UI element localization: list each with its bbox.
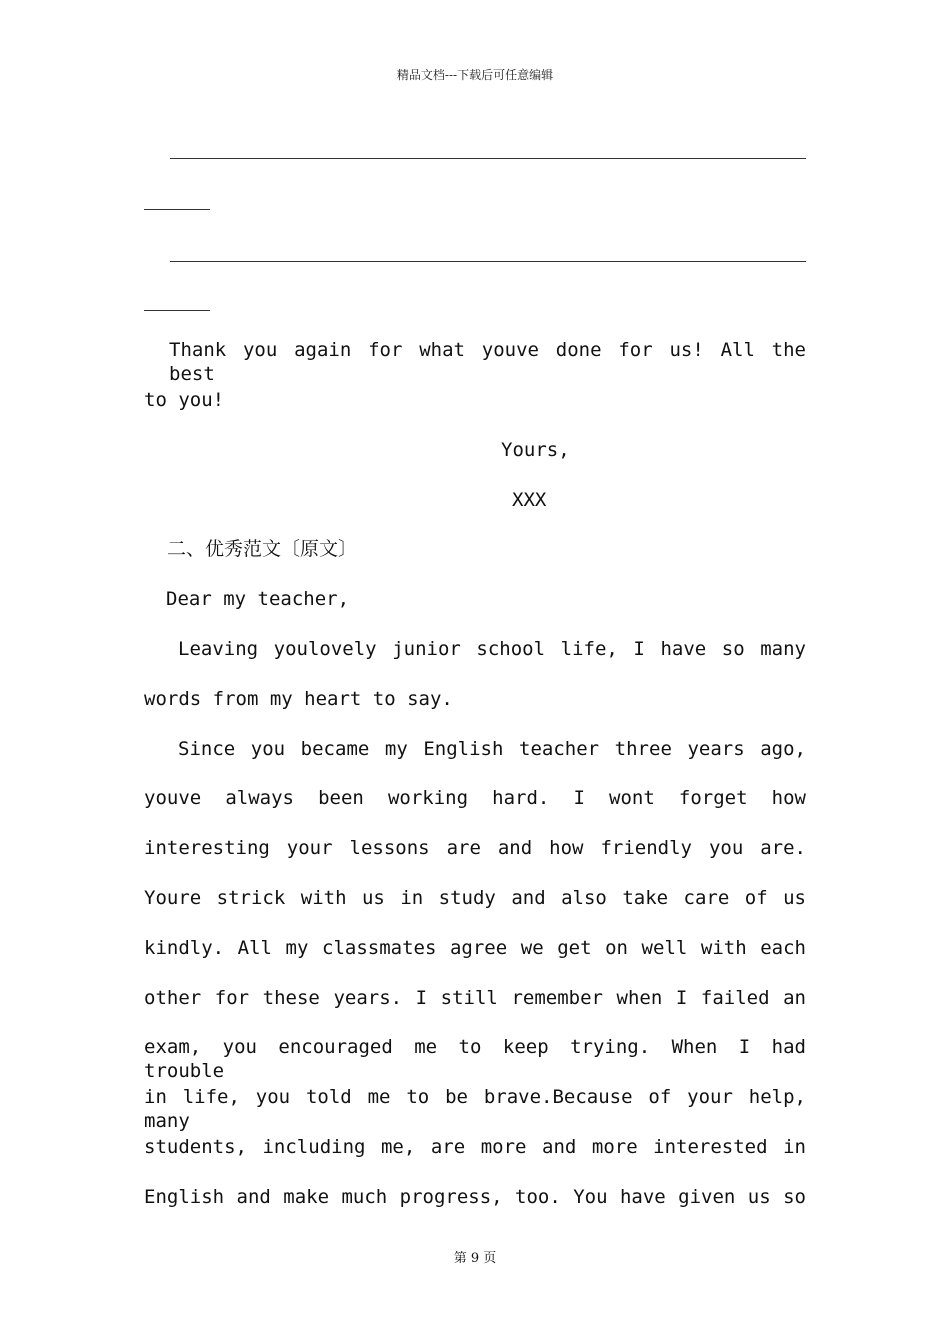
para1-line-2: words from my heart to say. xyxy=(144,688,453,710)
closing-line-2: to you! xyxy=(144,389,225,411)
document-header: 精品文档---下载后可任意编辑 xyxy=(396,68,554,82)
section-heading: 二、优秀范文〔原文〕 xyxy=(167,538,358,560)
closing-line-1: Thank you again for what youve done for us! All the best xyxy=(169,339,806,385)
blank-line-1-continuation xyxy=(144,209,210,210)
para2-line-1: Since you became my English teacher three years ago, xyxy=(178,738,806,760)
para2-line-6: other for these years. I still remember when I failed an xyxy=(144,987,806,1009)
page-number: 第 9 页 xyxy=(453,1251,497,1266)
para2-line-5: kindly. All my classmates agree we get on well with each xyxy=(144,937,806,959)
blank-line-2 xyxy=(170,261,806,262)
para2-line-3: interesting your lessons are and how friendly you are. xyxy=(144,837,806,859)
blank-line-1 xyxy=(170,158,806,159)
closing-signature: XXX xyxy=(512,489,547,511)
para1-line-1: Leaving youlovely junior school life, I have so many xyxy=(178,638,806,660)
para2-line-8: in life, you told me to be brave.Because of your help, many xyxy=(144,1086,806,1132)
para2-line-9: students, including me, are more and more interested in xyxy=(144,1136,806,1158)
para2-line-10: English and make much progress, too. You have given us so xyxy=(144,1186,806,1208)
para2-line-7: exam, you encouraged me to keep trying. When I had trouble xyxy=(144,1036,806,1082)
closing-yours: Yours, xyxy=(501,439,570,461)
letter-salutation: Dear my teacher, xyxy=(166,588,350,610)
para2-line-4: Youre strick with us in study and also take care of us xyxy=(144,887,806,909)
blank-line-2-continuation xyxy=(144,310,210,311)
para2-line-2: youve always been working hard. I wont forget how xyxy=(144,787,806,809)
